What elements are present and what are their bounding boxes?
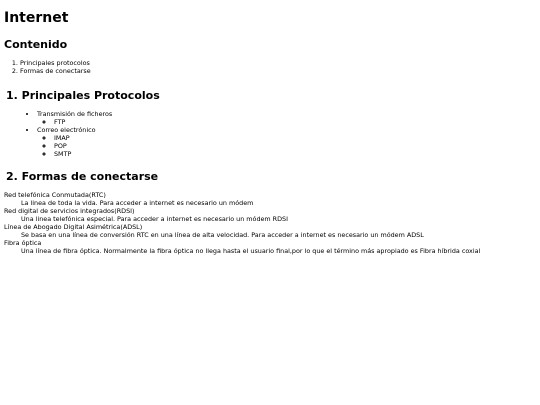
definition-term: Línea de Abogado Digital Asimétrica(ADSL)	[4, 223, 143, 231]
toc-item-label: Formas de conectarse	[20, 67, 91, 75]
list-item-label: SMTP	[54, 150, 72, 158]
list-item	[37, 126, 536, 158]
definition-term: Red digital de servicios integrados(RDSI)	[4, 207, 135, 215]
section-heading-conectarse: 2. Formas de conectarse	[6, 170, 159, 183]
toc-item	[20, 59, 536, 67]
sub-list	[37, 118, 536, 126]
page-title: Internet	[4, 10, 69, 26]
sub-list	[37, 134, 536, 158]
toc-list	[4, 59, 536, 75]
definition-description: Una línea de fibra óptica. Normalmente la fibra óptica no llega hasta el usuario final,por lo que el término más apropiado es Fibra híbrida coxial	[21, 247, 481, 255]
definition-description: La linea de toda la vida. Para acceder a internet es necesario un módem	[21, 199, 254, 207]
list-item-label: Transmisión de ficheros	[37, 110, 113, 118]
toc-item	[20, 67, 536, 75]
connection-definitions	[4, 191, 536, 255]
toc-item-label: Principales protocolos	[20, 59, 90, 67]
list-item	[54, 118, 536, 126]
list-item-label: IMAP	[54, 134, 70, 142]
list-item	[54, 142, 536, 150]
list-item	[37, 110, 536, 126]
section-heading-protocolos: 1. Principales Protocolos	[6, 89, 160, 102]
list-item-label: FTP	[54, 118, 66, 126]
list-item-label: Correo electrónico	[37, 126, 96, 134]
definition-term: Fibra óptica	[4, 239, 42, 247]
definition-term: Red telefónica Conmutada(RTC)	[4, 191, 106, 199]
list-item	[54, 134, 536, 142]
protocol-list	[4, 110, 536, 158]
list-item	[54, 150, 536, 158]
definition-description: Una linea telefónica especial. Para acceder a internet es necesario un módem RDSI	[21, 215, 288, 223]
list-item-label: POP	[54, 142, 67, 150]
definition-description: Se basa en una línea de conversión RTC en una línea de alta velocidad. Para acceder a internet es necesario un módem ADSL	[21, 231, 424, 239]
toc-heading: Contenido	[4, 38, 68, 51]
